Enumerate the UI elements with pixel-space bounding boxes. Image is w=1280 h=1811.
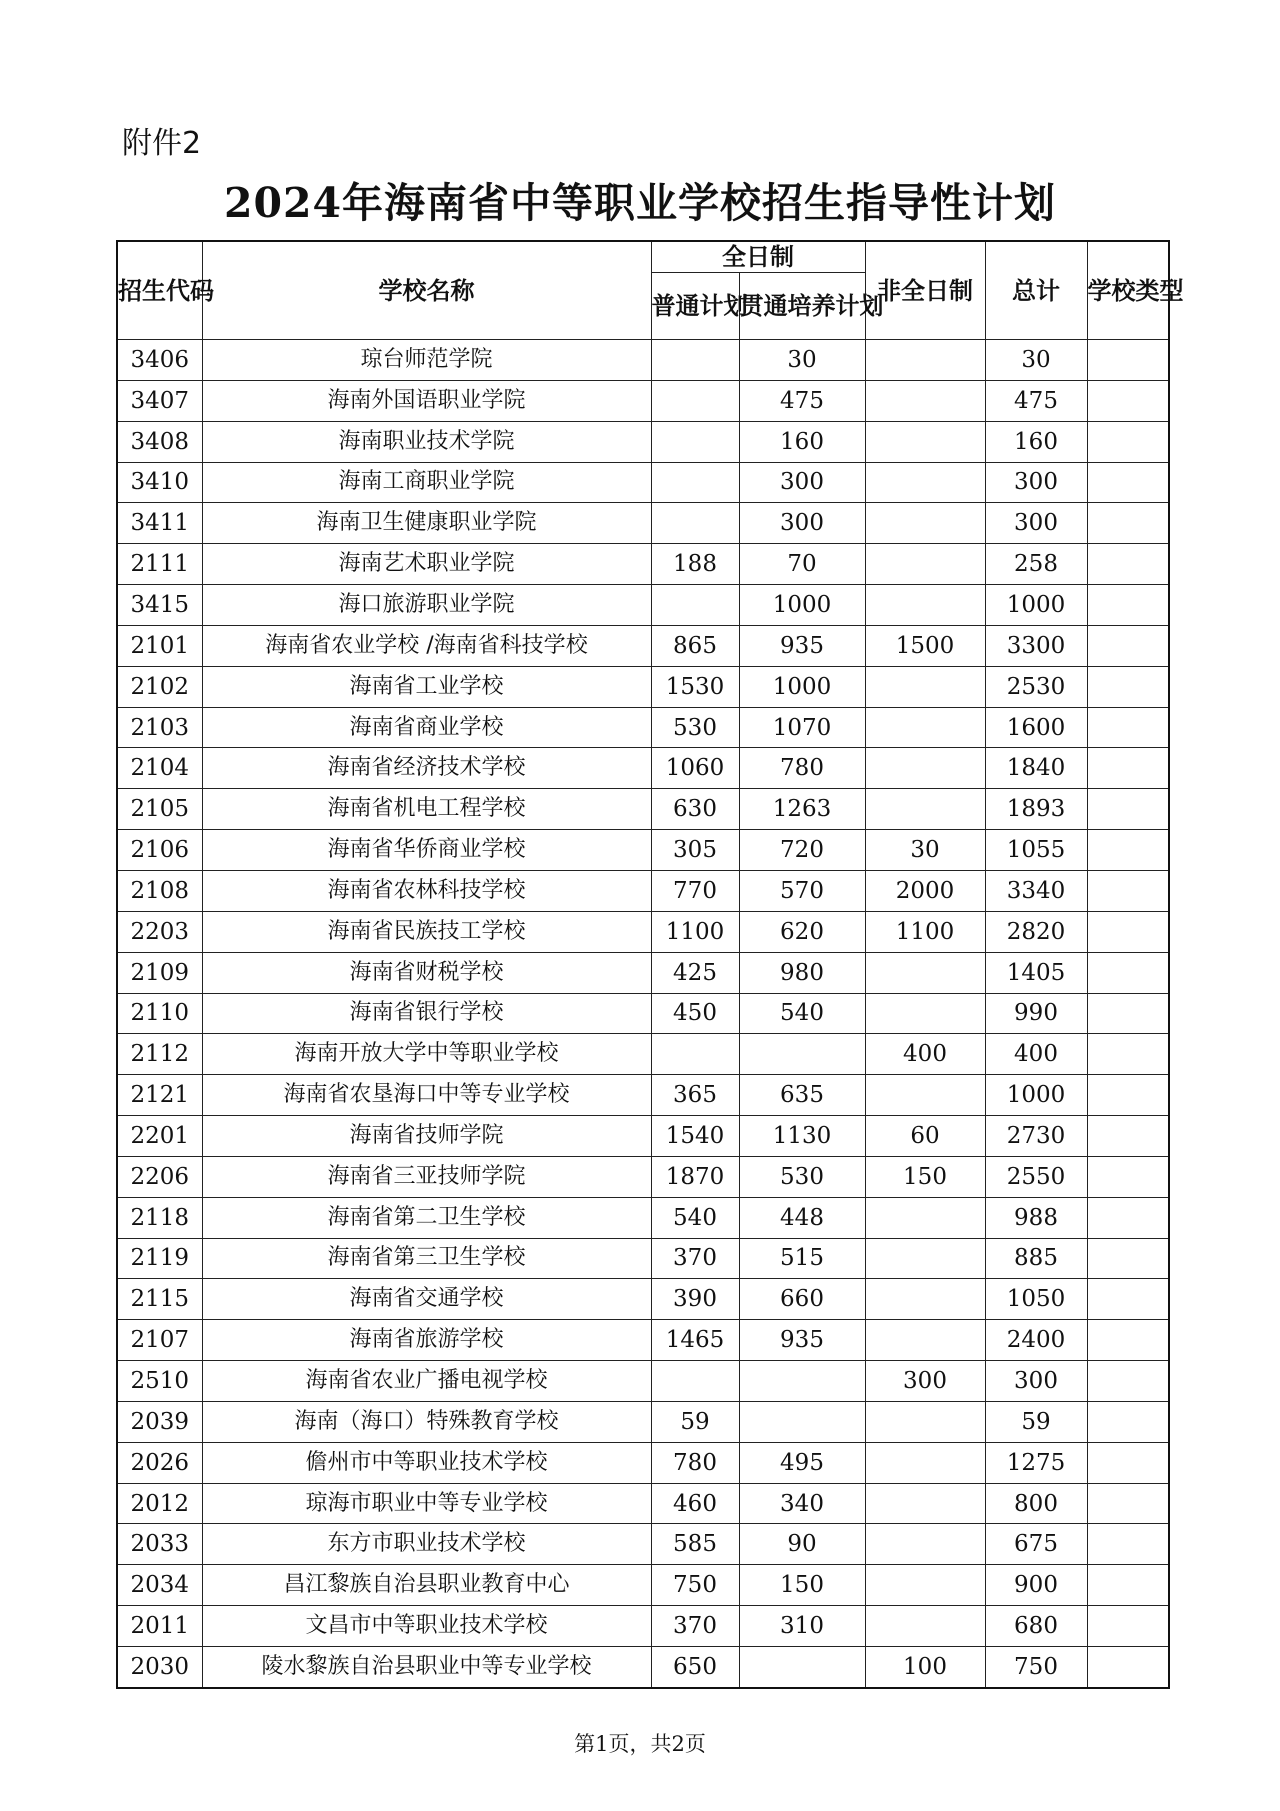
cell-school-name: 琼台师范学院	[202, 340, 651, 381]
cell-code: 2039	[117, 1401, 202, 1442]
cell-part-time	[865, 585, 985, 626]
table-row	[117, 1034, 1169, 1075]
cell-part-time	[865, 1606, 985, 1647]
cell-school-name: 海南省农垦海口中等专业学校	[202, 1075, 651, 1116]
cell-integrated-plan: 160	[739, 421, 865, 462]
cell-school-type	[1087, 911, 1169, 952]
cell-regular-plan: 585	[651, 1524, 739, 1565]
cell-code: 2104	[117, 748, 202, 789]
cell-school-name: 海南职业技术学院	[202, 421, 651, 462]
cell-regular-plan: 1100	[651, 911, 739, 952]
cell-code: 2119	[117, 1238, 202, 1279]
cell-integrated-plan: 780	[739, 748, 865, 789]
header-school-type: 学校类型	[1087, 241, 1169, 340]
cell-part-time	[865, 707, 985, 748]
table-row	[117, 789, 1169, 830]
cell-part-time	[865, 1197, 985, 1238]
cell-school-type	[1087, 380, 1169, 421]
header-code: 招生代码	[117, 241, 202, 340]
cell-total: 1405	[985, 952, 1087, 993]
cell-school-name: 海南省旅游学校	[202, 1320, 651, 1361]
cell-code: 3407	[117, 380, 202, 421]
cell-part-time: 30	[865, 830, 985, 871]
table-row	[117, 1361, 1169, 1402]
cell-school-type	[1087, 585, 1169, 626]
cell-regular-plan: 1540	[651, 1116, 739, 1157]
cell-total: 1893	[985, 789, 1087, 830]
cell-school-name: 海南省商业学校	[202, 707, 651, 748]
cell-total: 400	[985, 1034, 1087, 1075]
cell-part-time: 1500	[865, 625, 985, 666]
cell-school-type	[1087, 1483, 1169, 1524]
cell-integrated-plan: 635	[739, 1075, 865, 1116]
cell-total: 885	[985, 1238, 1087, 1279]
cell-code: 2206	[117, 1156, 202, 1197]
attachment-label: 附件2	[122, 126, 202, 161]
cell-school-type	[1087, 1361, 1169, 1402]
cell-school-name: 海南省工业学校	[202, 666, 651, 707]
cell-school-type	[1087, 1606, 1169, 1647]
cell-school-type	[1087, 1524, 1169, 1565]
cell-integrated-plan: 515	[739, 1238, 865, 1279]
cell-total: 900	[985, 1565, 1087, 1606]
cell-part-time	[865, 1279, 985, 1320]
cell-total: 675	[985, 1524, 1087, 1565]
page-title: 2024年海南省中等职业学校招生指导性计划	[223, 179, 1057, 227]
cell-regular-plan	[651, 585, 739, 626]
cell-regular-plan: 1060	[651, 748, 739, 789]
cell-code: 2034	[117, 1565, 202, 1606]
table-row	[117, 830, 1169, 871]
table-row	[117, 340, 1169, 381]
cell-part-time	[865, 1524, 985, 1565]
cell-school-name: 陵水黎族自治县职业中等专业学校	[202, 1647, 651, 1688]
cell-integrated-plan: 540	[739, 993, 865, 1034]
cell-regular-plan: 750	[651, 1565, 739, 1606]
cell-school-type	[1087, 1156, 1169, 1197]
table-row	[117, 1401, 1169, 1442]
cell-code: 2105	[117, 789, 202, 830]
cell-regular-plan: 540	[651, 1197, 739, 1238]
table-body	[117, 340, 1169, 1688]
cell-regular-plan	[651, 503, 739, 544]
cell-regular-plan: 650	[651, 1647, 739, 1688]
cell-regular-plan: 780	[651, 1442, 739, 1483]
cell-school-type	[1087, 625, 1169, 666]
cell-regular-plan	[651, 421, 739, 462]
cell-code: 2510	[117, 1361, 202, 1402]
cell-total: 300	[985, 462, 1087, 503]
table-row	[117, 1197, 1169, 1238]
cell-school-type	[1087, 952, 1169, 993]
table-row	[117, 870, 1169, 911]
cell-code: 2101	[117, 625, 202, 666]
cell-integrated-plan: 1070	[739, 707, 865, 748]
cell-total: 475	[985, 380, 1087, 421]
cell-integrated-plan: 570	[739, 870, 865, 911]
cell-school-type	[1087, 1442, 1169, 1483]
cell-code: 2012	[117, 1483, 202, 1524]
cell-integrated-plan: 620	[739, 911, 865, 952]
cell-school-name: 海南省第三卫生学校	[202, 1238, 651, 1279]
cell-part-time: 1100	[865, 911, 985, 952]
cell-total: 2730	[985, 1116, 1087, 1157]
table-row	[117, 1238, 1169, 1279]
cell-school-type	[1087, 1116, 1169, 1157]
cell-part-time	[865, 789, 985, 830]
table-row	[117, 1156, 1169, 1197]
cell-total: 1275	[985, 1442, 1087, 1483]
cell-part-time	[865, 544, 985, 585]
cell-regular-plan: 1530	[651, 666, 739, 707]
cell-total: 1840	[985, 748, 1087, 789]
cell-school-name: 文昌市中等职业技术学校	[202, 1606, 651, 1647]
cell-regular-plan: 370	[651, 1606, 739, 1647]
cell-integrated-plan: 935	[739, 1320, 865, 1361]
cell-school-name: 海南省财税学校	[202, 952, 651, 993]
cell-school-type	[1087, 1238, 1169, 1279]
cell-school-type	[1087, 1279, 1169, 1320]
cell-part-time: 100	[865, 1647, 985, 1688]
cell-regular-plan: 865	[651, 625, 739, 666]
cell-school-type	[1087, 462, 1169, 503]
cell-part-time: 300	[865, 1361, 985, 1402]
cell-part-time	[865, 1565, 985, 1606]
cell-school-name: 海南省三亚技师学院	[202, 1156, 651, 1197]
cell-integrated-plan: 720	[739, 830, 865, 871]
cell-total: 160	[985, 421, 1087, 462]
table-row	[117, 707, 1169, 748]
cell-part-time	[865, 1442, 985, 1483]
header-school-name: 学校名称	[202, 241, 651, 340]
cell-integrated-plan: 660	[739, 1279, 865, 1320]
cell-school-name: 海南艺术职业学院	[202, 544, 651, 585]
table-row	[117, 1442, 1169, 1483]
cell-code: 2201	[117, 1116, 202, 1157]
cell-part-time	[865, 1238, 985, 1279]
cell-school-name: 儋州市中等职业技术学校	[202, 1442, 651, 1483]
cell-total: 300	[985, 503, 1087, 544]
cell-regular-plan: 305	[651, 830, 739, 871]
cell-school-type	[1087, 1647, 1169, 1688]
cell-code: 3406	[117, 340, 202, 381]
cell-part-time	[865, 380, 985, 421]
cell-school-name: 海南省技师学院	[202, 1116, 651, 1157]
cell-regular-plan: 390	[651, 1279, 739, 1320]
cell-integrated-plan: 300	[739, 503, 865, 544]
cell-regular-plan: 365	[651, 1075, 739, 1116]
cell-code: 2106	[117, 830, 202, 871]
cell-code: 3410	[117, 462, 202, 503]
cell-code: 2109	[117, 952, 202, 993]
cell-integrated-plan	[739, 1361, 865, 1402]
cell-school-name: 海南省机电工程学校	[202, 789, 651, 830]
cell-regular-plan	[651, 462, 739, 503]
table-row	[117, 1075, 1169, 1116]
table-row	[117, 748, 1169, 789]
cell-school-name: 海南（海口）特殊教育学校	[202, 1401, 651, 1442]
table-row	[117, 462, 1169, 503]
table-row	[117, 625, 1169, 666]
cell-integrated-plan: 340	[739, 1483, 865, 1524]
cell-school-type	[1087, 1197, 1169, 1238]
cell-integrated-plan: 935	[739, 625, 865, 666]
cell-school-name: 东方市职业技术学校	[202, 1524, 651, 1565]
table-row	[117, 666, 1169, 707]
cell-integrated-plan: 980	[739, 952, 865, 993]
cell-school-type	[1087, 1401, 1169, 1442]
cell-part-time	[865, 1401, 985, 1442]
cell-part-time	[865, 952, 985, 993]
cell-school-name: 昌江黎族自治县职业教育中心	[202, 1565, 651, 1606]
cell-regular-plan: 59	[651, 1401, 739, 1442]
cell-regular-plan: 1465	[651, 1320, 739, 1361]
cell-total: 3300	[985, 625, 1087, 666]
cell-regular-plan: 530	[651, 707, 739, 748]
cell-integrated-plan: 90	[739, 1524, 865, 1565]
cell-code: 2103	[117, 707, 202, 748]
table-row	[117, 1279, 1169, 1320]
cell-integrated-plan: 150	[739, 1565, 865, 1606]
cell-code: 2033	[117, 1524, 202, 1565]
table-row	[117, 1524, 1169, 1565]
cell-integrated-plan	[739, 1401, 865, 1442]
cell-regular-plan: 1870	[651, 1156, 739, 1197]
cell-school-name: 海南工商职业学院	[202, 462, 651, 503]
cell-school-name: 海南省农业广播电视学校	[202, 1361, 651, 1402]
cell-regular-plan	[651, 340, 739, 381]
table-row	[117, 1647, 1169, 1688]
cell-code: 2112	[117, 1034, 202, 1075]
page-footer: 第1页，共2页	[574, 1732, 706, 1756]
cell-part-time	[865, 748, 985, 789]
cell-part-time	[865, 1320, 985, 1361]
cell-total: 2400	[985, 1320, 1087, 1361]
cell-total: 258	[985, 544, 1087, 585]
cell-total: 1000	[985, 585, 1087, 626]
table-row	[117, 585, 1169, 626]
cell-school-name: 海口旅游职业学院	[202, 585, 651, 626]
cell-regular-plan	[651, 1361, 739, 1402]
cell-code: 2030	[117, 1647, 202, 1688]
cell-part-time	[865, 993, 985, 1034]
cell-school-name: 海南省民族技工学校	[202, 911, 651, 952]
cell-part-time: 150	[865, 1156, 985, 1197]
cell-part-time: 60	[865, 1116, 985, 1157]
table-row	[117, 1483, 1169, 1524]
table-row	[117, 380, 1169, 421]
cell-school-name: 海南省银行学校	[202, 993, 651, 1034]
table-row	[117, 911, 1169, 952]
cell-code: 2011	[117, 1606, 202, 1647]
table-row	[117, 544, 1169, 585]
cell-school-type	[1087, 340, 1169, 381]
cell-code: 2121	[117, 1075, 202, 1116]
cell-part-time	[865, 462, 985, 503]
cell-total: 2550	[985, 1156, 1087, 1197]
cell-total: 990	[985, 993, 1087, 1034]
cell-integrated-plan: 300	[739, 462, 865, 503]
enrollment-plan-table	[116, 240, 1184, 1689]
cell-code: 2026	[117, 1442, 202, 1483]
cell-regular-plan	[651, 1034, 739, 1075]
cell-school-name: 海南外国语职业学院	[202, 380, 651, 421]
header-regular-plan: 普通计划	[651, 273, 739, 340]
cell-regular-plan: 425	[651, 952, 739, 993]
cell-part-time: 2000	[865, 870, 985, 911]
cell-regular-plan: 770	[651, 870, 739, 911]
cell-part-time: 400	[865, 1034, 985, 1075]
cell-integrated-plan: 1000	[739, 666, 865, 707]
cell-school-name: 海南省华侨商业学校	[202, 830, 651, 871]
cell-code: 3408	[117, 421, 202, 462]
cell-regular-plan: 450	[651, 993, 739, 1034]
cell-part-time	[865, 666, 985, 707]
table-row	[117, 952, 1169, 993]
cell-code: 2115	[117, 1279, 202, 1320]
cell-school-name: 海南省经济技术学校	[202, 748, 651, 789]
cell-integrated-plan: 448	[739, 1197, 865, 1238]
cell-school-name: 琼海市职业中等专业学校	[202, 1483, 651, 1524]
table-row	[117, 993, 1169, 1034]
cell-school-name: 海南省农业学校 /海南省科技学校	[202, 625, 651, 666]
header-part-time: 非全日制	[865, 241, 985, 340]
cell-code: 3411	[117, 503, 202, 544]
cell-school-type	[1087, 666, 1169, 707]
cell-code: 2108	[117, 870, 202, 911]
cell-school-type	[1087, 1565, 1169, 1606]
cell-integrated-plan: 70	[739, 544, 865, 585]
cell-school-type	[1087, 830, 1169, 871]
cell-part-time	[865, 503, 985, 544]
cell-code: 2118	[117, 1197, 202, 1238]
cell-school-type	[1087, 544, 1169, 585]
cell-total: 3340	[985, 870, 1087, 911]
cell-regular-plan: 370	[651, 1238, 739, 1279]
cell-school-name: 海南省交通学校	[202, 1279, 651, 1320]
cell-code: 2110	[117, 993, 202, 1034]
table-row	[117, 1565, 1169, 1606]
cell-integrated-plan	[739, 1034, 865, 1075]
cell-integrated-plan: 530	[739, 1156, 865, 1197]
cell-integrated-plan: 1263	[739, 789, 865, 830]
cell-integrated-plan: 495	[739, 1442, 865, 1483]
cell-school-type	[1087, 707, 1169, 748]
cell-total: 300	[985, 1361, 1087, 1402]
cell-total: 1055	[985, 830, 1087, 871]
cell-school-name: 海南省农林科技学校	[202, 870, 651, 911]
cell-school-type	[1087, 748, 1169, 789]
cell-total: 30	[985, 340, 1087, 381]
cell-total: 2820	[985, 911, 1087, 952]
cell-school-name: 海南省第二卫生学校	[202, 1197, 651, 1238]
cell-total: 1600	[985, 707, 1087, 748]
cell-total: 988	[985, 1197, 1087, 1238]
cell-school-type	[1087, 1320, 1169, 1361]
cell-integrated-plan	[739, 1647, 865, 1688]
cell-regular-plan: 460	[651, 1483, 739, 1524]
cell-regular-plan: 188	[651, 544, 739, 585]
table-row	[117, 421, 1169, 462]
cell-code: 2107	[117, 1320, 202, 1361]
cell-regular-plan	[651, 380, 739, 421]
cell-part-time	[865, 1483, 985, 1524]
cell-school-name: 海南卫生健康职业学院	[202, 503, 651, 544]
cell-total: 750	[985, 1647, 1087, 1688]
cell-total: 1050	[985, 1279, 1087, 1320]
cell-part-time	[865, 1075, 985, 1116]
header-total: 总计	[985, 241, 1087, 340]
cell-total: 800	[985, 1483, 1087, 1524]
table-row	[117, 1116, 1169, 1157]
cell-part-time	[865, 340, 985, 381]
cell-total: 680	[985, 1606, 1087, 1647]
cell-total: 2530	[985, 666, 1087, 707]
cell-school-type	[1087, 789, 1169, 830]
cell-school-type	[1087, 421, 1169, 462]
cell-total: 1000	[985, 1075, 1087, 1116]
cell-code: 2203	[117, 911, 202, 952]
cell-code: 2111	[117, 544, 202, 585]
cell-code: 2102	[117, 666, 202, 707]
cell-school-type	[1087, 503, 1169, 544]
header-full-time: 全日制	[651, 241, 865, 273]
header-integrated-plan: 贯通培养计划	[739, 273, 865, 340]
cell-school-type	[1087, 1075, 1169, 1116]
cell-regular-plan: 630	[651, 789, 739, 830]
table-row	[117, 1320, 1169, 1361]
cell-integrated-plan: 475	[739, 380, 865, 421]
cell-integrated-plan: 1000	[739, 585, 865, 626]
cell-code: 3415	[117, 585, 202, 626]
cell-school-type	[1087, 870, 1169, 911]
cell-integrated-plan: 30	[739, 340, 865, 381]
cell-integrated-plan: 1130	[739, 1116, 865, 1157]
table-row	[117, 503, 1169, 544]
cell-integrated-plan: 310	[739, 1606, 865, 1647]
cell-school-type	[1087, 1034, 1169, 1075]
cell-school-type	[1087, 993, 1169, 1034]
table-row	[117, 1606, 1169, 1647]
cell-total: 59	[985, 1401, 1087, 1442]
cell-school-name: 海南开放大学中等职业学校	[202, 1034, 651, 1075]
cell-part-time	[865, 421, 985, 462]
